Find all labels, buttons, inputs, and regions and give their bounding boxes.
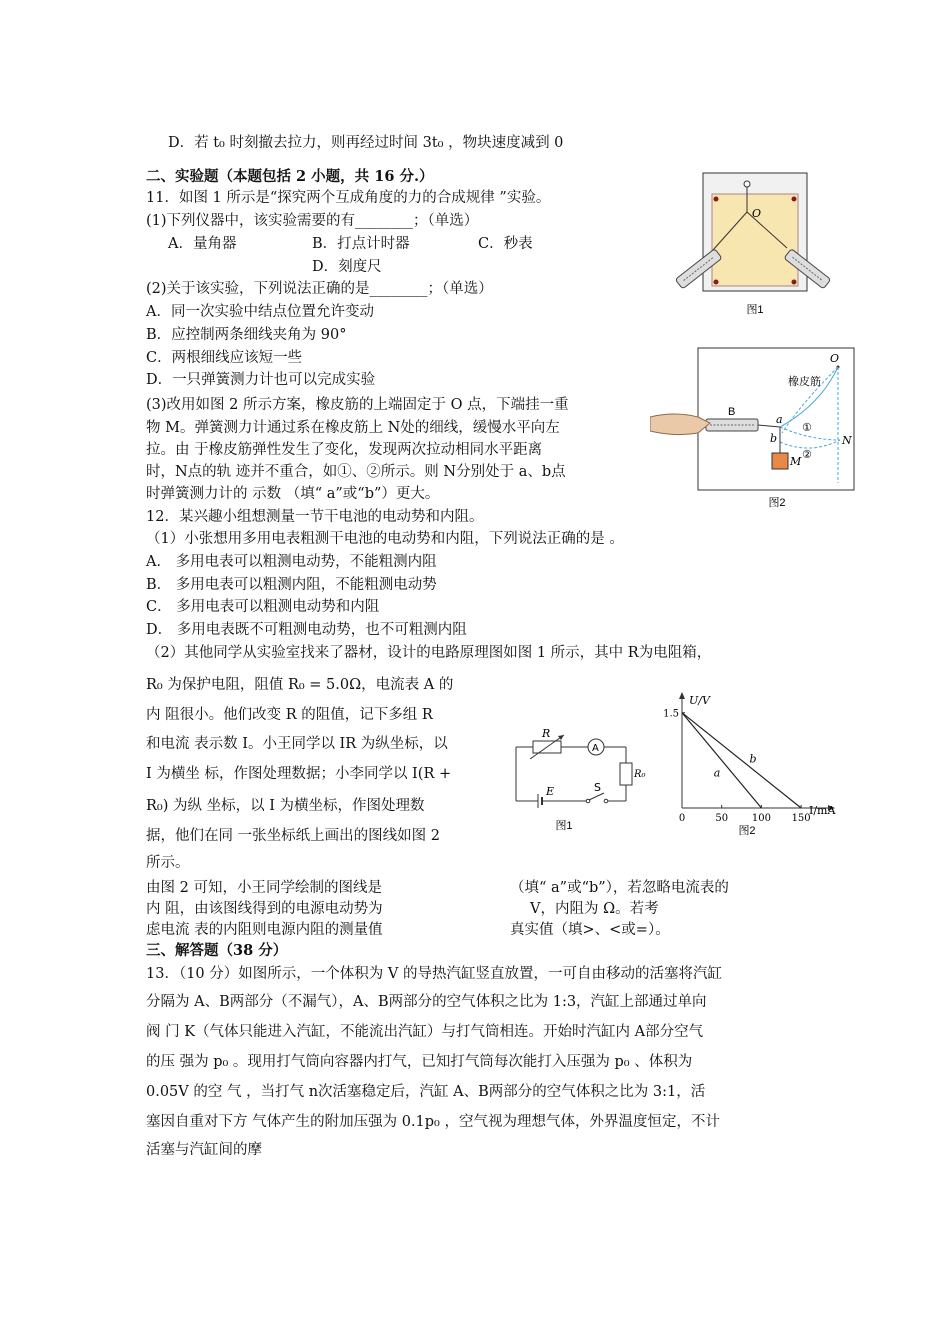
q11-p1-option-c: C．秒表 <box>478 236 533 252</box>
q12-part2-line: 内 阻很小。他们改变 R 的阻值，记下多组 R <box>146 707 433 723</box>
q11-part2: (2)关于该实验，下列说法正确的是________；（单选） <box>146 281 493 297</box>
q12-part2: （2）其他同学从实验室找来了器材，设计的电路原理图如图 1 所示，其中 R为电阻箱， <box>146 645 712 661</box>
q13-line: 13．（10 分）如图所示，一个体积为 V 的导热汽缸竖直放置，一可自由移动的活塞将汽缸 <box>146 966 722 982</box>
q12-part3-left: 虑电流 表的内阻则电源内阻的测量值 <box>146 922 383 938</box>
q12-part3-right: V，内阻为 Ω。若考 <box>530 901 659 917</box>
q11-p2-option-c: C．两根细线应该短一些 <box>146 350 303 366</box>
q11-p1-option-b: B．打点计时器 <box>312 236 410 252</box>
y-tick-label: 1.5 <box>663 708 679 720</box>
x-tick-label: 50 <box>715 813 729 824</box>
q11-stem: 11．如图 1 所示是“探究两个互成角度的力的合成规律 ”实验。 <box>146 190 551 206</box>
q12-p1-option-c: C． 多用电表可以粗测电动势和内阻 <box>146 599 380 615</box>
x-tick-label: 0 <box>678 813 686 824</box>
q13-line: 分隔为 A、B两部分（不漏气），A、B两部分的空气体积之比为 1:3，汽缸上部通过单向 <box>146 994 707 1010</box>
circuit-label-s: S <box>594 781 601 794</box>
q12-part2-line: 和电流 表示数 I。小王同学以 IR 为纵坐标，以 <box>146 736 448 752</box>
series-label-a: a <box>713 766 721 780</box>
x-tick-label: 150 <box>791 813 811 824</box>
q11-p1-option-a: A．量角器 <box>168 236 237 252</box>
q12-p1-option-b: B． 多用电表可以粗测内阻，不能粗测电动势 <box>146 577 437 593</box>
q12-stem: 12．某兴趣小组想测量一节干电池的电动势和内阻。 <box>146 509 484 525</box>
q12-part2-line: 据，他们在同 一张坐标纸上画出的图线如图 2 <box>146 828 440 844</box>
q10-option-d: D．若 t₀ 时刻撤去拉力，则再经过时间 3t₀ ，物块速度减到 0 <box>168 135 564 151</box>
q11-figure-2 <box>650 345 860 524</box>
q12-p1-option-a: A． 多用电表可以粗测电动势，不能粗测内阻 <box>146 554 437 570</box>
circuit-caption: 图1 <box>555 820 573 832</box>
series-label-b: b <box>749 752 757 766</box>
q12-ui-chart <box>655 690 840 844</box>
q13-line: 活塞与汽缸间的摩 <box>146 1142 262 1158</box>
circuit-label-e: E <box>546 785 555 798</box>
q12-part2-line: 所示。 <box>146 855 190 871</box>
q11-p2-option-a: A．同一次实验中结点位置允许变动 <box>146 304 374 320</box>
fig2-label-circle-1: ① <box>802 421 812 434</box>
section2-heading: 二、实验题（本题包括 2 小题，共 16 分.） <box>146 168 434 185</box>
x-tick-label: 100 <box>751 813 771 824</box>
fig2-label-m: M <box>790 455 802 468</box>
q12-circuit-figure <box>508 725 648 844</box>
q12-part2-line: I 为横坐 标，作图处理数据；小李同学以 I(R + <box>146 766 452 782</box>
section3-heading: 三、解答题（38 分） <box>146 942 288 959</box>
q12-part2-line: R₀ 为保护电阻，阻值 R₀ = 5.0Ω，电流表 A 的 <box>146 677 454 693</box>
chart-caption: 图2 <box>738 825 756 837</box>
q13-line: 阀 门 K（气体只能进入汽缸，不能流出汽缸）与打气筒相连。开始时汽缸内 A部分空气 <box>146 1024 704 1040</box>
fig2-label-b: b <box>770 432 778 445</box>
circuit-label-r0: R₀ <box>634 769 646 780</box>
q11-p1-option-d: D．刻度尺 <box>312 259 382 275</box>
q13-line: 的压 强为 p₀ 。现用打气筒向容器内打气，已知打气筒每次能打入压强为 p₀ 、体积为 <box>146 1054 693 1070</box>
fig1-caption: 图1 <box>746 304 764 316</box>
q12-part3-left: 由图 2 可知，小王同学绘制的图线是 <box>146 880 382 896</box>
chart-xlabel: I/mA <box>809 804 836 817</box>
series-line-b <box>682 713 801 808</box>
fig2-label-o: O <box>830 352 840 365</box>
q11-part3-line: 时，N点的轨 迹并不重合，如①、②所示。则 N分别处于 a、b点 <box>146 464 566 480</box>
fig1-label-o: O <box>752 207 762 220</box>
q11-part3-line: 拉。由 于橡皮筋弹性发生了变化，发现两次拉动相同水平距离 <box>146 442 543 458</box>
chart-y-axis-arrow <box>679 692 685 699</box>
q12-part2-line: R₀) 为纵 坐标，以 I 为横坐标，作图处理数 <box>146 798 425 814</box>
q11-part3-line: (3)改用如图 2 所示方案，橡皮筋的上端固定于 O 点，下端挂一重 <box>146 397 569 413</box>
q11-figure-1 <box>675 172 835 326</box>
chart-ylabel: U/V <box>689 694 710 707</box>
fig2-caption: 图2 <box>768 497 786 509</box>
q12-part3-left: 内 阻，由该图线得到的电源电动势为 <box>146 901 383 917</box>
q12-part3-right: （填“ a”或“b”），若忽略电流表的 <box>510 880 729 896</box>
q12-part3-right: 真实值（填>、<或=）。 <box>510 922 670 938</box>
q12-p1-option-d: D． 多用电表既不可粗测电动势，也不可粗测内阻 <box>146 622 467 638</box>
q11-p2-option-d: D．一只弹簧测力计也可以完成实验 <box>146 372 376 388</box>
q13-line: 塞因自重对下方 气体产生的附加压强为 0.1p₀ ，空气视为理想气体，外界温度恒定，不计 <box>146 1114 720 1130</box>
q13-line: 0.05V 的空 气 ，当打气 n次活塞稳定后，汽缸 A、B两部分的空气体积之比为 3:1，活 <box>146 1084 706 1100</box>
fig2-label-circle-2: ② <box>802 448 812 461</box>
q11-p2-option-b: B．应控制两条细线夹角为 90° <box>146 327 347 343</box>
circuit-label-a: A <box>592 743 599 754</box>
fig2-label-n: N <box>842 434 852 447</box>
q12-part1: （1）小张想用多用电表粗测干电池的电动势和内阻，下列说法正确的是 。 <box>146 531 624 547</box>
circuit-label-r: R <box>542 727 551 740</box>
fig2-label-a: a <box>776 413 783 426</box>
q11-part3-line: 物 M。弹簧测力计通过系在橡皮筋上 N处的细线，缓慢水平向左 <box>146 420 560 436</box>
fig2-label-rubber: 橡皮筋 <box>788 376 821 388</box>
q11-part3-line: 时弹簧测力计的 示数 （填“ a”或“b”）更大。 <box>146 486 440 502</box>
q11-part1: (1)下列仪器中，该实验需要的有________；（单选） <box>146 213 479 229</box>
fig2-label-b-scale: B <box>728 406 736 418</box>
